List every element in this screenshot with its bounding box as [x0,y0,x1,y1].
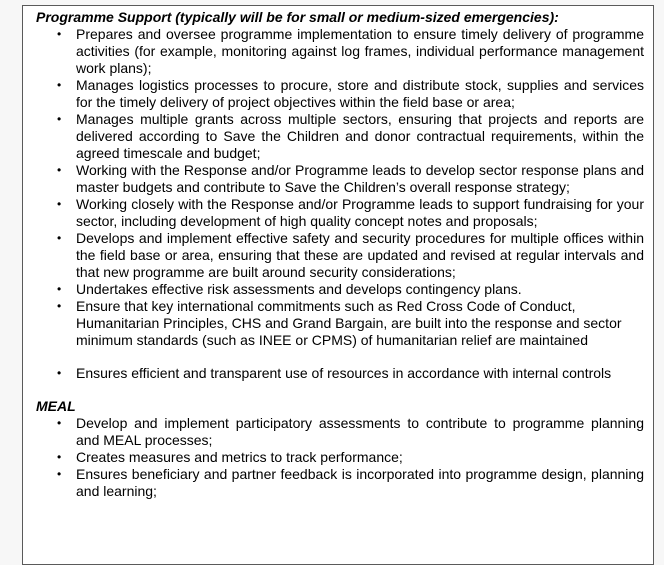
bullet-item [36,26,644,77]
bullet-text: Ensure that key international commitments such as Red Cross Code of Conduct, Humanitarian Principles, CHS and Grand Bargain, are built into the response and sector minimum standards (such as INEE or CPMS) of humanitarian relief are maintained [76,298,622,348]
bullet-item [36,466,644,500]
bullet-text: Creates measures and metrics to track performance; [76,449,403,465]
bullet-marker: • [57,467,62,481]
bullet-item [36,111,644,162]
bullet-item [36,196,644,230]
section-meal [36,398,644,500]
bullet-marker: • [57,197,62,211]
bullet-item [36,162,644,196]
bullet-text: Prepares and oversee programme implementation to ensure timely delivery of programme activities (for example, monitoring against log frames, individual performance management work plans); [76,26,644,76]
bullet-marker: • [57,450,62,464]
bullet-text: Working with the Response and/or Programme leads to develop sector response plans and master budgets and contribute to Save the Children’s overall response strategy; [76,162,644,195]
bullet-item [36,77,644,111]
bullet-item [36,230,644,281]
bullet-marker: • [57,231,62,245]
section-programme-support [36,9,644,382]
bullet-marker: • [57,112,62,126]
bullet-marker: • [57,27,62,41]
bullet-text: Manages multiple grants across multiple sectors, ensuring that projects and reports are delivered according to Save the Children and donor contractual requirements, within the agreed timescale and budget; [76,111,644,161]
section-heading: Programme Support (typically will be for small or medium-sized emergencies): [36,9,559,25]
bullet-marker: • [57,163,62,177]
bullet-text: Manages logistics processes to procure, store and distribute stock, supplies and services for the timely delivery of project objectives within the field base or area; [76,77,644,110]
bullet-item [36,281,644,298]
bullet-text: Develop and implement participatory assessments to contribute to programme planning and MEAL processes; [76,415,644,448]
bullet-marker: • [57,416,62,430]
bullet-text: Ensures efficient and transparent use of resources in accordance with internal controls [76,365,612,381]
bullet-item [36,298,644,349]
document-page [22,5,654,565]
bullet-text: Ensures beneficiary and partner feedback is incorporated into programme design, planning and learning; [76,466,644,499]
bullet-marker: • [57,299,62,313]
bullet-item [36,449,644,466]
bullet-text: Develops and implement effective safety and security procedures for multiple offices within the field base or area, ensuring that these are updated and revised at regular intervals and that new programme are built around security considerations; [76,230,644,280]
bullet-text: Undertakes effective risk assessments and develops contingency plans. [76,281,522,297]
bullet-text: Working closely with the Response and/or Programme leads to support fundraising for your sector, including development of high quality concept notes and proposals; [76,196,644,229]
section-heading: MEAL [36,398,76,414]
bullet-marker: • [57,366,62,380]
bullet-marker: • [57,282,62,296]
bullet-item [36,415,644,449]
bullet-marker: • [57,78,62,92]
bullet-item [36,365,644,382]
